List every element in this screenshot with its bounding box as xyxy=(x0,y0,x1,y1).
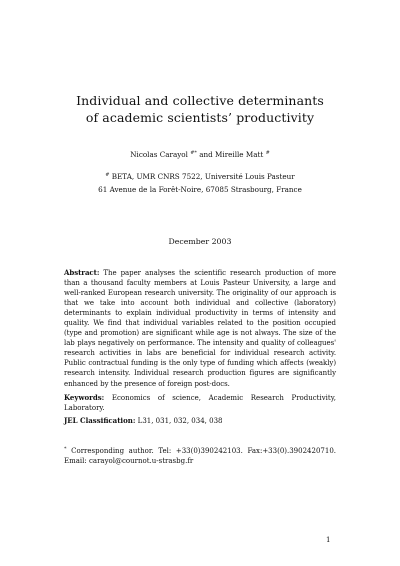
affiliation-institution: BETA, UMR CNRS 7522, Université Louis Pasteur xyxy=(111,172,295,181)
title-line-1: Individual and collective determinants xyxy=(76,93,324,108)
affiliation xyxy=(0,170,400,196)
abstract xyxy=(64,268,336,389)
page-number: 1 xyxy=(326,536,331,544)
footnote xyxy=(64,446,336,466)
author-conjunction: and xyxy=(199,150,213,159)
paper-title xyxy=(0,92,400,126)
jel-classification xyxy=(64,416,336,426)
title-line-2: of academic scientists’ productivity xyxy=(85,110,315,125)
author-line xyxy=(0,150,400,159)
author-1-mark: #* xyxy=(190,150,197,156)
keywords-label: Keywords: xyxy=(64,393,105,402)
author-1-name: Nicolas Carayol xyxy=(130,150,188,159)
publication-date: December 2003 xyxy=(168,237,232,246)
affiliation-line-1 xyxy=(0,170,400,183)
jel-codes: L31, 031, 032, 034, 038 xyxy=(137,417,223,425)
jel-label: JEL Classification: xyxy=(64,416,136,425)
footnote-text: Corresponding author. Tel: +33(0)390242103. Fax:+33(0).3902420710. Email: carayol@cournot.u-strasbg.fr xyxy=(64,447,336,465)
affiliation-mark: # xyxy=(105,172,110,178)
keywords xyxy=(64,393,336,413)
footnote-mark: * xyxy=(64,446,67,452)
author-2-mark: # xyxy=(265,150,270,156)
abstract-label: Abstract: xyxy=(64,268,100,277)
author-2-name: Mireille Matt xyxy=(215,150,264,159)
keywords-text: Economics of science, Academic Research Productivity, Laboratory. xyxy=(64,394,336,412)
abstract-text: The paper analyses the scientific research production of more than a thousand faculty members at Louis Pasteur University, a large and well-ranked European research university. The originality of our approach is that we take into account both individual and collective (laboratory) determinants to explain individual productivity in terms of intensity and quality. We find that individual variables related to the position occupied (type and promotion) are significant while age is not always. The size of the lab plays negatively on performance. The intensity and quality of colleagues' research activities in labs are beneficial for individual research activity. Public contractual funding is the only type of funding which affects (weakly) research intensity. Individual research production figures are significantly enhanced by the presence of foreign post-docs. xyxy=(64,269,336,388)
affiliation-line-2: 61 Avenue de la Forêt-Noire, 67085 Strasbourg, France xyxy=(98,185,302,194)
